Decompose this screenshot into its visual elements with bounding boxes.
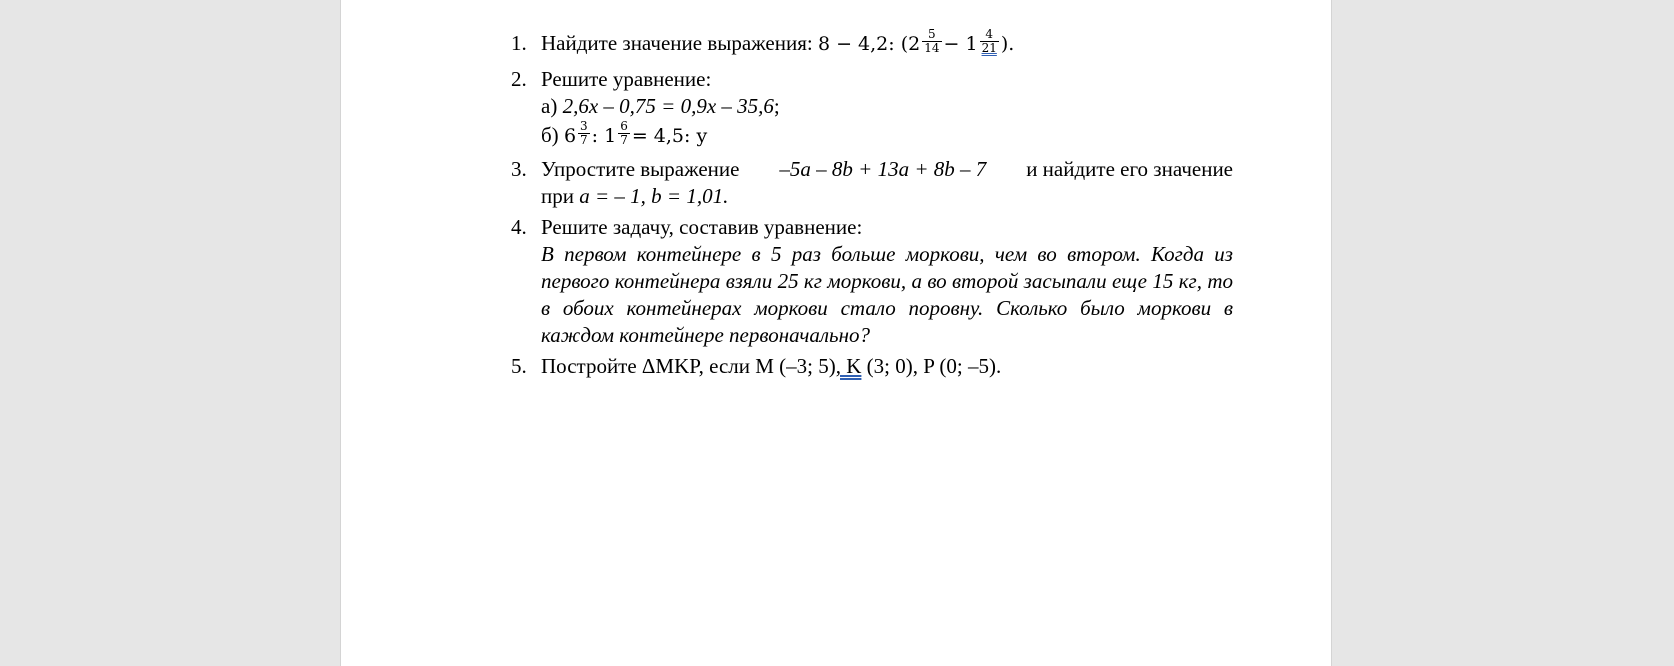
expression-part: ). <box>1000 33 1015 55</box>
subproblem-a <box>541 93 1233 120</box>
word-problem-text: В первом контейнере в 5 раз больше моркови, чем во втором. Когда из первого контейнера взяли 25 кг моркови, а во второй засыпали еще 15 кг, то в обоих контейнерах моркови стало поровну. Сколько было моркови в каждом контейнере первоначально? <box>541 242 1233 347</box>
problem-number: 1. <box>511 31 527 55</box>
expression-part: : 1 <box>591 125 617 147</box>
expression-part: 8 − 4,2: (2 <box>817 33 921 55</box>
expression-part: = 4,5: y <box>631 125 708 147</box>
fraction <box>922 28 941 55</box>
fraction-denominator: 14 <box>924 40 940 55</box>
spellcheck-marked-text: , K <box>835 354 862 378</box>
fraction-denominator: 7 <box>620 132 628 147</box>
problem-4 <box>511 214 1233 349</box>
fraction-denominator: 7 <box>580 132 588 147</box>
problem-text: Найдите значение выражения: <box>541 31 813 55</box>
fraction-denominator: 21 <box>981 40 997 55</box>
equation: 2,6x – 0,75 = 0,9x – 35,6 <box>562 94 774 118</box>
problem-text: Постройте ΔMKP, если M (–3; 5) <box>541 354 836 378</box>
document-page <box>340 0 1332 666</box>
fraction <box>618 120 630 147</box>
problem-number: 4. <box>511 215 527 239</box>
fraction <box>578 120 590 147</box>
problem-text: Решите уравнение: <box>541 67 712 91</box>
subproblem-label: а) <box>541 94 558 118</box>
fraction-numerator: 6 <box>620 118 628 133</box>
problem-number: 2. <box>511 67 527 91</box>
subproblem-label: б) <box>541 123 559 147</box>
problem-number: 3. <box>511 157 527 181</box>
subproblem-b <box>541 118 1233 150</box>
problem-list <box>511 26 1233 384</box>
fraction <box>980 28 999 55</box>
problem-number: 5. <box>511 354 527 378</box>
problem-text: Упростите выражение <box>541 157 740 181</box>
fraction-numerator: 5 <box>928 26 936 41</box>
problem-text: (3; 0), P (0; –5). <box>861 354 1002 378</box>
problem-2 <box>511 66 1233 150</box>
expression: –5a – 8b + 13a + 8b – 7 <box>779 157 987 181</box>
variable-values: a = – 1, b = 1,01. <box>579 184 729 208</box>
fraction-numerator: 3 <box>580 118 588 133</box>
expression-part: − 1 <box>943 33 978 55</box>
punctuation: ; <box>773 94 780 118</box>
expression-part: 6 <box>563 125 577 147</box>
problem-text: Решите задачу, составив уравнение: <box>541 215 863 239</box>
problem-text: и найдите его значение <box>1026 157 1233 181</box>
problem-1 <box>511 26 1233 58</box>
fraction-numerator: 4 <box>985 26 994 41</box>
problem-text: при <box>541 184 574 208</box>
problem-5 <box>511 353 1233 380</box>
problem-3 <box>511 156 1233 210</box>
